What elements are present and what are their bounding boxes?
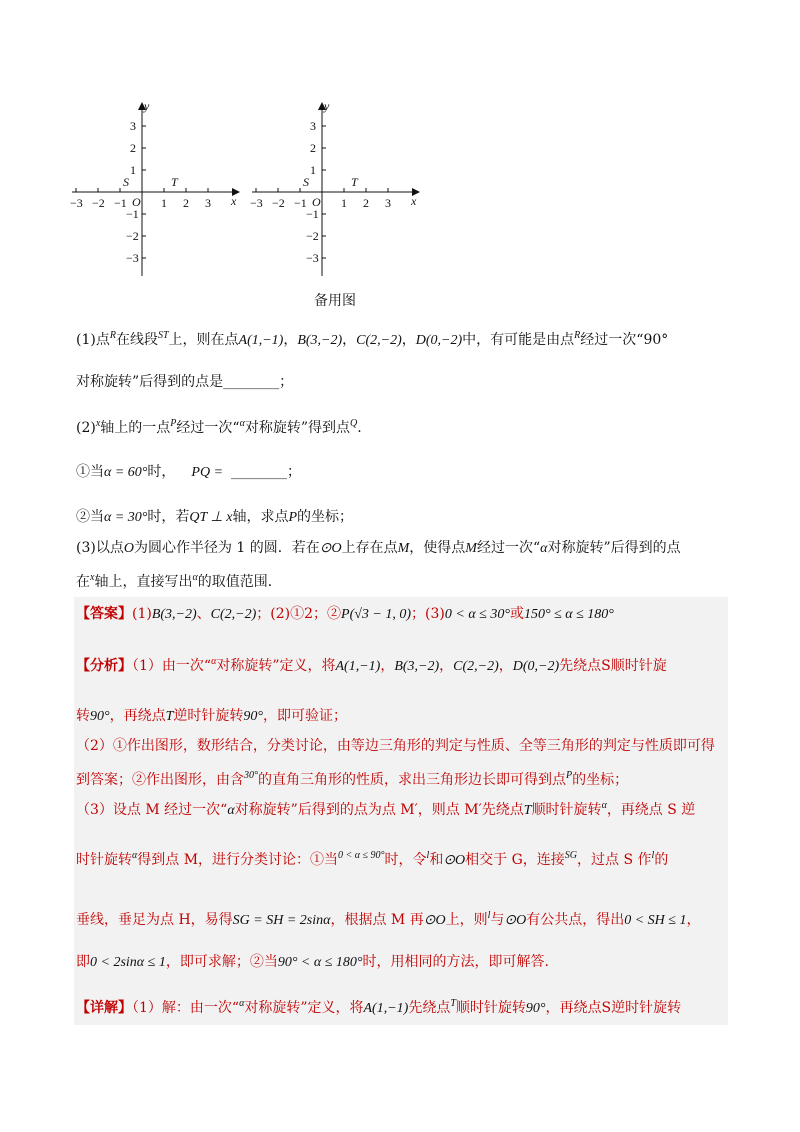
point-a: A(1,−1) (335, 659, 381, 674)
text: ，再绕点S逆时针旋转 (545, 1000, 682, 1016)
analysis-line-7 (76, 906, 700, 931)
math-circle-o: ⊙O (504, 913, 527, 928)
text: 与 (490, 912, 505, 928)
point-d: D(0,−2) (415, 333, 463, 348)
math-l2: l (651, 850, 655, 861)
text: 经过一次“ (476, 540, 541, 556)
equation: SG = SH = 2sinα (232, 913, 331, 928)
text: 在 (76, 574, 90, 590)
separator: ， (283, 332, 298, 348)
x-tick-label: −2 (92, 196, 105, 210)
point-s-label: S (303, 175, 309, 189)
analysis-tag: 【分析】 (76, 658, 132, 674)
text: “90° (636, 332, 669, 348)
text: 先绕点 (408, 1000, 451, 1016)
text: 中，有可能是由点 (462, 332, 575, 348)
condition: α = 60° (104, 465, 148, 480)
question-1-line-2: 对称旋转”后得到的点是________； (76, 374, 294, 390)
text: 的 (654, 852, 669, 868)
x-tick-label: 1 (341, 196, 347, 210)
math-alpha: α (211, 656, 217, 667)
range-2: 150° ≤ α ≤ 180° (523, 607, 614, 622)
text: 对称旋转”后得到的点为点 M′，则点 M′先绕点 (234, 802, 524, 818)
math-p: P (170, 418, 177, 429)
question-2-stem (76, 414, 362, 438)
text: 时，若 (147, 509, 190, 525)
question-3-line-2 (76, 568, 282, 592)
text: 的坐标； (572, 772, 629, 788)
x-tick-label: 1 (161, 196, 167, 210)
math-qt: QT ⊥ x (189, 510, 233, 525)
origin-label: O (312, 195, 321, 209)
text: (1)点 (76, 332, 110, 348)
text: 的取值范围． (197, 574, 282, 590)
text: 上存在点 (341, 540, 398, 556)
text: 的坐标； (297, 509, 354, 525)
math-90: 90° (90, 709, 110, 724)
analysis-line-3: （2）①作出图形，数形结合，分类讨论，由等边三角形的判定与性质、全等三角形的判定与性质即可得 (76, 738, 715, 754)
text: （1）由一次“ (132, 658, 212, 674)
inequality: 0 < 2sinα ≤ 1 (90, 955, 166, 970)
range: 90° < α ≤ 180° (277, 955, 363, 970)
text: 时，令 (384, 852, 427, 868)
text: ，再绕点 (109, 708, 166, 724)
x-tick-label: −3 (70, 196, 83, 210)
text: ，使得点 (409, 540, 466, 556)
text: 顺时针旋转 (531, 802, 602, 818)
y-tick-label: −3 (126, 251, 139, 265)
y-axis-label: y (144, 99, 150, 113)
math-x: x (95, 418, 101, 429)
math-alpha: α (239, 418, 245, 429)
math-t: T (450, 998, 456, 1009)
text: 上，则 (445, 912, 488, 928)
math-circle-o: ⊙O (443, 853, 466, 868)
text: 经过一次“ (176, 420, 240, 436)
math-st: ST (157, 330, 169, 341)
question-2-part-1 (76, 462, 301, 483)
answer-tag: 【答案】 (76, 606, 132, 622)
separator: ， (342, 332, 357, 348)
math-l1: l (426, 850, 430, 861)
math-q: Q (350, 418, 358, 429)
text: 或 (509, 606, 524, 622)
analysis-line-5 (76, 796, 695, 821)
point-a: A(1,−1) (238, 333, 284, 348)
point-s-label: S (123, 175, 129, 189)
analysis-line-4 (76, 766, 628, 790)
point-t-label: T (351, 175, 358, 189)
x-tick-label: −1 (114, 196, 127, 210)
y-tick-label: 3 (310, 119, 316, 133)
text: 和 (429, 852, 444, 868)
x-tick-label: −1 (294, 196, 307, 210)
math-pq: PQ = (191, 465, 224, 480)
text: 垂线，垂足为点 H，易得 (76, 912, 233, 928)
math-r: R (109, 330, 116, 341)
x-axis-label: x (231, 194, 237, 208)
text: 顺时针旋转 (455, 1000, 526, 1016)
text: 对称旋转”后得到的点 (547, 540, 681, 556)
condition: α = 30° (104, 510, 148, 525)
x-tick-label: −2 (272, 196, 285, 210)
point-p: P(√3 − 1, 0) (341, 607, 412, 622)
text: 对称旋转”定义，将 (244, 1000, 364, 1016)
math-circle-o: ⊙O (319, 541, 342, 556)
text: 先绕点S顺时针旋 (559, 658, 667, 674)
point-t-label: T (171, 175, 178, 189)
text: 相交于 G，连接 (465, 852, 565, 868)
math-o: O (123, 541, 134, 556)
text: 逆时针旋转 (173, 708, 244, 724)
text: ①当 (76, 464, 104, 480)
point-c: C(2,−2) (356, 333, 402, 348)
x-tick-label: 2 (363, 196, 369, 210)
text: ，根据点 M 再 (330, 912, 424, 928)
x-axis-label: x (411, 194, 417, 208)
origin-label: O (132, 195, 141, 209)
point-b: B(3,−2) (151, 607, 197, 622)
text: 转 (76, 708, 90, 724)
math-90: 90° (243, 709, 264, 724)
text: 经过一次 (580, 332, 637, 348)
y-tick-label: −2 (306, 229, 319, 243)
text: 上，则在点 (168, 332, 239, 348)
text: 有公共点，得出 (526, 912, 625, 928)
text: 轴上的一点 (100, 420, 171, 436)
text: （3）设点 M 经过一次“ (76, 802, 228, 818)
text: 时， (147, 464, 176, 480)
range-1: 0 < α ≤ 30° (444, 607, 510, 622)
x-tick-label: 3 (205, 196, 211, 210)
detail-line-1 (76, 994, 681, 1019)
point-b: B(3,−2) (297, 333, 343, 348)
y-tick-label: 2 (310, 141, 316, 155)
math-alpha: α (227, 803, 235, 818)
text: （1）解：由一次“ (132, 1000, 240, 1016)
text: ，即可验证； (263, 708, 348, 724)
math-l2: l (487, 910, 491, 921)
math-m: M (397, 541, 410, 556)
math-t: T (165, 709, 174, 724)
point-b: B(3,−2) (394, 659, 440, 674)
math-30: 30° (244, 770, 258, 781)
separator: ， (498, 658, 513, 674)
math-m: M (465, 541, 477, 556)
text: (1) (132, 606, 152, 622)
y-tick-label: 1 (310, 163, 316, 177)
y-tick-label: 2 (130, 141, 136, 155)
text: (3)以点 (76, 540, 124, 556)
analysis-line-6 (76, 846, 668, 871)
analysis-line-8 (76, 952, 549, 973)
separator: 、 (196, 606, 211, 622)
math-t: T (523, 803, 532, 818)
point-d: D(0,−2) (512, 659, 560, 674)
text: ；(2)①2；② (256, 606, 342, 622)
text: ②当 (76, 509, 104, 525)
math-circle-o: ⊙O (423, 913, 446, 928)
coordinate-axes-figure-2 (248, 96, 428, 286)
text: 时针旋转 (76, 852, 132, 868)
question-2-part-2 (76, 507, 353, 528)
text: ，即可求解；②当 (165, 954, 278, 970)
text: ，再绕点 S 逆 (606, 802, 696, 818)
text: ，过点 S 作 (577, 852, 652, 868)
text: 得到点 M，进行分类讨论：①当 (137, 852, 339, 868)
detail-tag: 【详解】 (76, 1000, 132, 1016)
x-tick-label: 3 (385, 196, 391, 210)
point-c: C(2,−2) (210, 607, 257, 622)
point-a: A(1,−1) (363, 1001, 409, 1016)
text: 在线段 (115, 332, 158, 348)
text: 为圆心作半径为 1 的圆．若在 (133, 540, 320, 556)
answer-line (76, 604, 614, 625)
math-alpha: α (540, 541, 548, 556)
text: 轴上，直接写出 (94, 574, 193, 590)
analysis-line-1 (76, 652, 667, 677)
math-alpha: α (192, 572, 198, 583)
y-tick-label: −1 (306, 207, 319, 221)
y-tick-label: 1 (130, 163, 136, 177)
y-tick-label: 3 (130, 119, 136, 133)
text: 对称旋转”得到点 (244, 420, 350, 436)
x-tick-label: 2 (183, 196, 189, 210)
text: 到答案；②作出图形，由含 (76, 772, 244, 788)
separator: ， (439, 658, 454, 674)
question-1-line-1 (76, 326, 668, 351)
math-x: x (90, 572, 95, 583)
analysis-line-2 (76, 706, 347, 727)
text: 的直角三角形的性质，求出三角形边长即可得到点 (258, 772, 566, 788)
text: 即 (76, 954, 90, 970)
text: (2) (76, 420, 96, 436)
math-alpha: α (239, 998, 245, 1009)
x-tick-label: −3 (250, 196, 263, 210)
y-tick-label: −1 (126, 207, 139, 221)
figure-caption: 备用图 (314, 293, 356, 309)
math-r: R (574, 330, 581, 341)
math-sg: SG (564, 850, 578, 861)
math-alpha: α (601, 800, 607, 811)
math-p: P (288, 510, 298, 525)
math-alpha: α (132, 850, 138, 861)
math-p: P (566, 770, 573, 781)
text: ；(3) (411, 606, 445, 622)
separator: ， (401, 332, 416, 348)
separator: ， (380, 658, 395, 674)
y-tick-label: −2 (126, 229, 139, 243)
text: ， (686, 912, 701, 928)
coordinate-axes-figure-1 (68, 96, 248, 286)
question-3-line-1 (76, 538, 681, 559)
point-c: C(2,−2) (453, 659, 499, 674)
text: . (357, 420, 362, 436)
text: 对称旋转”定义，将 (216, 658, 336, 674)
answer-blank: ________； (231, 464, 302, 480)
inequality: 0 < SH ≤ 1 (624, 913, 687, 928)
math-90: 90° (525, 1001, 546, 1016)
text: 轴，求点 (232, 509, 289, 525)
y-tick-label: −3 (306, 251, 319, 265)
range: 0 < α ≤ 90° (338, 850, 385, 861)
y-axis-label: y (324, 99, 330, 113)
text: 时，用相同的方法，即可解答. (362, 954, 549, 970)
